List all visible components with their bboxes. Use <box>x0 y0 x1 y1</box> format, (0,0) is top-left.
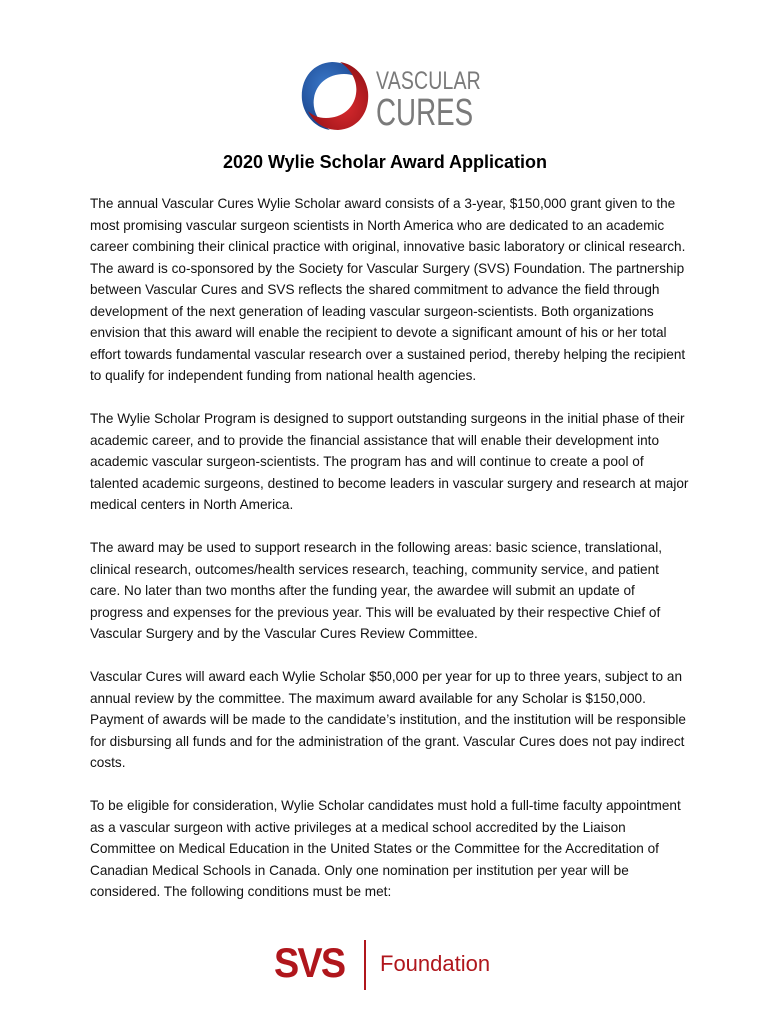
vascular-cures-emblem-icon <box>298 60 372 132</box>
vascular-cures-logo-line2: CURES <box>376 92 474 134</box>
document-body <box>90 193 690 924</box>
paragraph-research-areas: The award may be used to support research in the following areas: basic science, translational, clinical research, outcomes/health services research, teaching, community service, and patient care. No later than two months after the funding year, the awardee will submit an update of progress and expenses for the previous year. This will be evaluated by their respective Chief of Vascular Surgery and by the Vascular Cures Review Committee. <box>90 540 662 641</box>
paragraph-award-payment: Vascular Cures will award each Wylie Scholar $50,000 per year for up to three years, subject to an annual review by the committee. The maximum award available for any Scholar is $150,000. Payment of awards will be made to the candidate’s institution, and the institution will be responsible for disbursing all funds and for the administration of the grant. Vascular Cures does not pay indirect costs. <box>90 669 686 770</box>
paragraph-eligibility: To be eligible for consideration, Wylie Scholar candidates must hold a full-time faculty appointment as a vascular surgeon with active privileges at a medical school accredited by the Liaison Committee on Medical Education in the United States or the Committee for the Accreditation of Canadian Medical Schools in Canada. Only one nomination per institution per year will be considered. The following conditions must be met: <box>90 798 681 899</box>
vascular-cures-logo-line1: VASCULAR <box>376 67 481 95</box>
page-title: 2020 Wylie Scholar Award Application <box>222 152 548 172</box>
paragraph-program-design: The Wylie Scholar Program is designed to support outstanding surgeons in the initial phase of their academic career, and to provide the financial assistance that will enable their development into academic vascular surgeon-scientists. The program has and will continue to create a pool of talented academic surgeons, destined to become leaders in vascular surgery and research at major medical centers in North America. <box>90 411 689 512</box>
paragraph-award-overview: The annual Vascular Cures Wylie Scholar award consists of a 3-year, $150,000 grant given to the most promising vascular surgeon scientists in North America who are dedicated to an academic career combining their clinical practice with original, innovative basic laboratory or clinical research. The award is co-sponsored by the Society for Vascular Surgery (SVS) Foundation. The partnership between Vascular Cures and SVS reflects the shared commitment to advance the field through development of the next generation of leading vascular surgeon-scientists. Both organizations envision that this award will enable the recipient to devote a significant amount of his or her total effort towards fundamental vascular research over a sustained period, thereby helping the recipient to qualify for independent funding from national health agencies. <box>90 196 686 383</box>
svs-logo-mark: SVS <box>274 939 345 986</box>
svs-logo-divider <box>364 940 366 990</box>
svs-logo-word: Foundation <box>380 951 491 976</box>
vascular-cures-logo <box>298 60 481 134</box>
svs-foundation-logo <box>272 934 512 992</box>
